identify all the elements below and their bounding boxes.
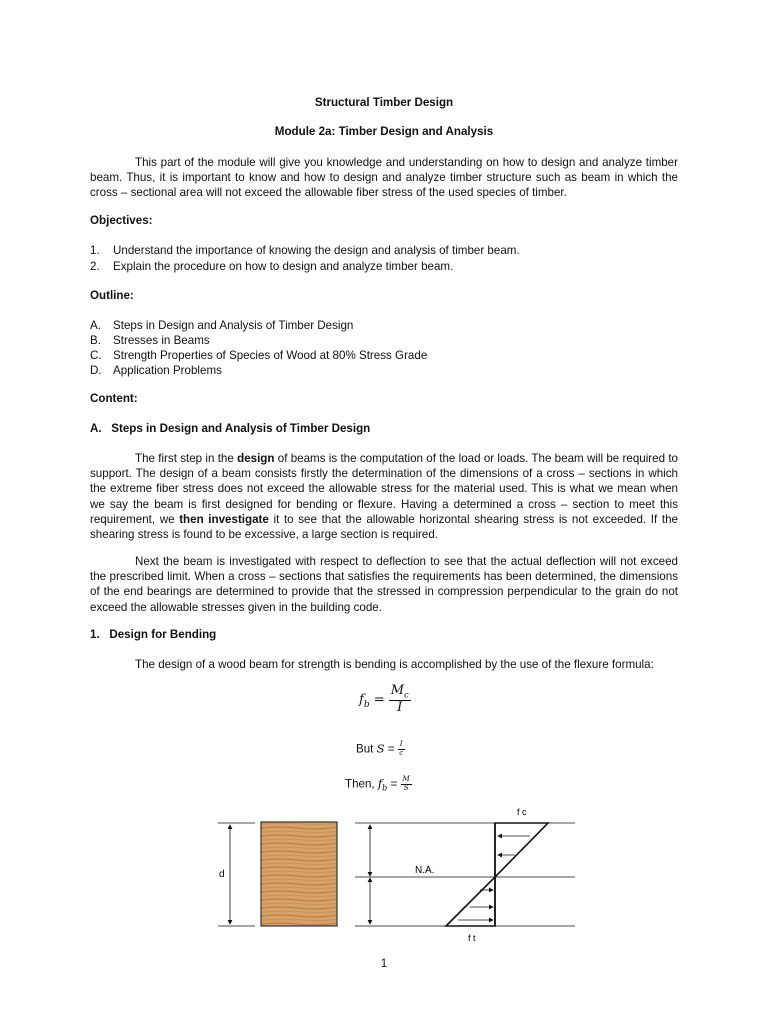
page-number: 1 [380,957,388,970]
depth-label: d [219,869,225,880]
para-text: of beams is the computation of the load or loads. The beam will be required to support. The design of a beam consists firstly the determination of the dimensions of a cross – sections in which the extreme fiber stress does not exceed the allowable stress for the material used. This is what we mean when we say the beam is first designed for bending or flexure. Having a determined a cross – section to meet this requirement, we [90,452,678,526]
para-text: Next the beam is investigated with respect to deflection to see that the actual deflection will not exceed the prescribed limit. When a cross – sections that satisfies the requirements has been determined, the dimensions of the end bearings are determined to provide that the stressed in compression perpendicular to the grain do not exceed the allowable stresses given in the building code. [90,555,678,614]
list-marker: D. [90,364,102,377]
eq-fraction [401,776,412,792]
eq-denominator: S [403,783,409,792]
eq-numerator [389,684,411,701]
list-text: Understand the importance of knowing the design and analysis of timber beam. [113,244,520,257]
eq-var: f [359,692,364,708]
list-marker: B. [90,334,101,347]
eq-fraction [389,684,411,716]
eq-prefix: But [356,742,377,756]
eq-fraction [398,741,405,757]
eq-sub: b [382,783,388,793]
list-text: Steps in Design and Analysis of Timber Design [113,319,354,332]
eq-num-var: M [390,683,405,698]
bold-term: then investigate [179,512,269,526]
section-modulus-formula [356,741,405,757]
flexure-paragraph [90,657,678,672]
para-text: The first step in the [135,452,238,465]
list-text: Stresses in Beams [113,334,210,347]
list-marker: 1. [90,244,100,257]
eq-num-sub: c [404,690,409,700]
eq-denominator: I [397,700,403,716]
eq-sign: = [384,742,398,756]
eq-sign: = [387,777,401,791]
eq-sub: b [363,699,370,710]
list-text: Strength Properties of Species of Wood at 80% Stress Grade [113,349,428,362]
bold-term: design [237,452,275,465]
list-marker: C. [90,349,102,362]
section-a-heading: A. Steps in Design and Analysis of Timber Design [90,422,371,435]
eq-prefix: Then, [345,777,378,791]
eq-numerator: M [402,775,410,783]
document-title: Structural Timber Design [314,96,454,109]
para-text: it to see that the allowable horizontal shearing stress is not exceeded. If the shearing stress is found to be excessive, a large section is required. [90,512,678,542]
eq-numerator: I [399,740,403,748]
tension-triangle [446,877,495,926]
eq-var: S [376,741,385,756]
content-heading: Content: [90,392,138,405]
list-marker: A. [90,319,101,332]
eq-var: f [377,776,383,791]
module-subtitle: Module 2a: Timber Design and Analysis [274,125,494,138]
para-text: The design of a wood beam for strength is bending is accomplished by the use of the flexure formula: [135,658,654,671]
design-steps-paragraph [90,451,678,542]
compression-stress-label: f c [517,807,527,817]
eq-denominator: c [399,748,404,757]
wood-cross-section [261,822,337,926]
deflection-paragraph [90,554,678,615]
stress-distribution-figure [0,802,768,942]
list-text: Explain the procedure on how to design and analyze timber beam. [113,260,454,273]
bending-stress-formula [345,776,412,793]
list-text: Application Problems [113,364,222,377]
compression-triangle [495,823,548,877]
design-for-bending-heading: 1. Design for Bending [90,628,217,641]
list-marker: 2. [90,260,100,273]
outline-heading: Outline: [90,289,134,302]
eq-sign: = [369,692,389,708]
tension-stress-label: f t [468,933,476,943]
intro-paragraph [90,155,678,201]
intro-text: This part of the module will give you knowledge and understanding on how to design and analyze timber beam. Thus, it is important to know and how to design and analyze timber structure such as beam in which the cross – sectional area will not exceed the allowable fiber stress of the used species of timber. [90,156,678,200]
neutral-axis-label: N.A. [415,865,435,876]
flexure-formula [359,684,411,716]
objectives-heading: Objectives: [90,214,153,227]
